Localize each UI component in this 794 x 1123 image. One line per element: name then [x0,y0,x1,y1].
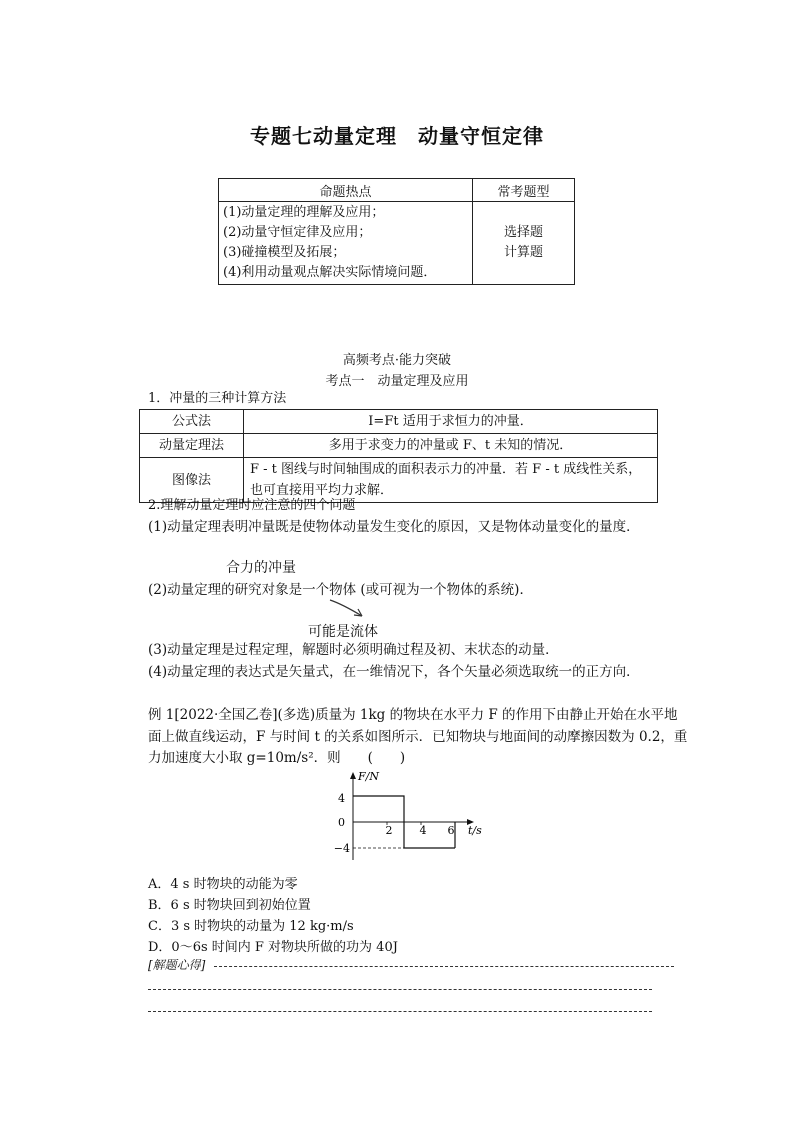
x-axis-label: t/s [468,824,482,837]
note-4: (4)动量定理的表达式是矢量式，在一维情况下，各个矢量必须选取统一的正方向． [148,664,640,680]
method-name: 图像法 [140,458,244,503]
item1-title: 1．冲量的三种计算方法 [148,391,287,406]
note-2: (2)动量定理的研究对象是一个物体 (或可视为一个物体的系统)． [148,582,533,598]
type-item: 计算题 [503,245,543,260]
method-desc: F - t 图线与时间轴围成的面积表示力的冲量．若 F - t 成线性关系，也可直接用平均力求解． [244,458,658,503]
y-axis-arrow [350,772,356,779]
topic-item: (1)动量定理的理解及应用； [223,205,385,220]
method-name: 动量定理法 [140,434,244,458]
answer-line [148,1011,652,1012]
type-list [473,202,575,285]
y-axis-label: F/N [358,770,379,783]
kaodian-heading: 考点一 动量定理及应用 [325,374,469,389]
analysis-label: [解题心得] [148,958,206,972]
method-desc: 多用于求变力的冲量或 F、t 未知的情况． [244,434,658,458]
method-desc: I=Ft 适用于求恒力的冲量． [244,410,658,434]
x-tick-label: 2 [385,824,393,837]
x-tick-label: 4 [419,824,427,837]
note-1: (1)动量定理表明冲量既是使物体动量发生变化的原因，又是物体动量变化的量度． [148,519,640,535]
x-tick-label: 6 [447,824,455,837]
answer-line [214,966,674,967]
method-table [139,409,658,503]
annotation-arrow [328,598,368,620]
y-tick-label: 4 [338,792,345,805]
option-b: B．6 s 时物块回到初始位置 [148,898,311,913]
header-topics: 命题热点 [219,179,473,202]
topic-item: (3)碰撞模型及拓展； [223,245,346,260]
y-tick-label: 0 [338,816,345,829]
topic-item: (2)动量守恒定律及应用； [223,225,372,240]
option-a: A．4 s 时物块的动能为零 [148,877,298,892]
handwritten-note-2: 可能是流体 [308,624,378,640]
option-d: D．0～6s 时间内 F 对物块所做的功为 40J [148,940,398,955]
header-types: 常考题型 [473,179,575,202]
example-line-1: 例 1[2022·全国乙卷](多选)质量为 1kg 的物块在水平力 F 的作用下由静止开始在水平地 [148,707,678,723]
y-tick-label: −4 [333,842,350,855]
page-title: 专题七动量定理 动量守恒定律 [250,124,544,148]
answer-line [148,989,652,990]
item2-title: 2.理解动量定理时应注意的四个问题 [148,498,356,513]
example-line-3: 力加速度大小取 g=10m/s²．则 ( ) [148,750,406,766]
type-item: 选择题 [503,225,543,240]
section-heading: 高频考点·能力突破 [342,353,452,368]
example-line-2: 面上做直线运动，F 与时间 t 的关系如图所示．已知物块与地面间的动摩擦因数为 0.2，重 [148,729,688,745]
topic-list [219,202,473,285]
hot-topics-table [218,178,575,285]
method-name: 公式法 [140,410,244,434]
note-3: (3)动量定理是过程定理，解题时必须明确过程及初、末状态的动量． [148,642,559,658]
force-time-graph [330,768,490,868]
option-c: C．3 s 时物块的动量为 12 kg·m/s [148,919,354,934]
topic-item: (4)利用动量观点解决实际情境问题． [223,265,437,280]
handwritten-note-1: 合力的冲量 [226,560,296,576]
